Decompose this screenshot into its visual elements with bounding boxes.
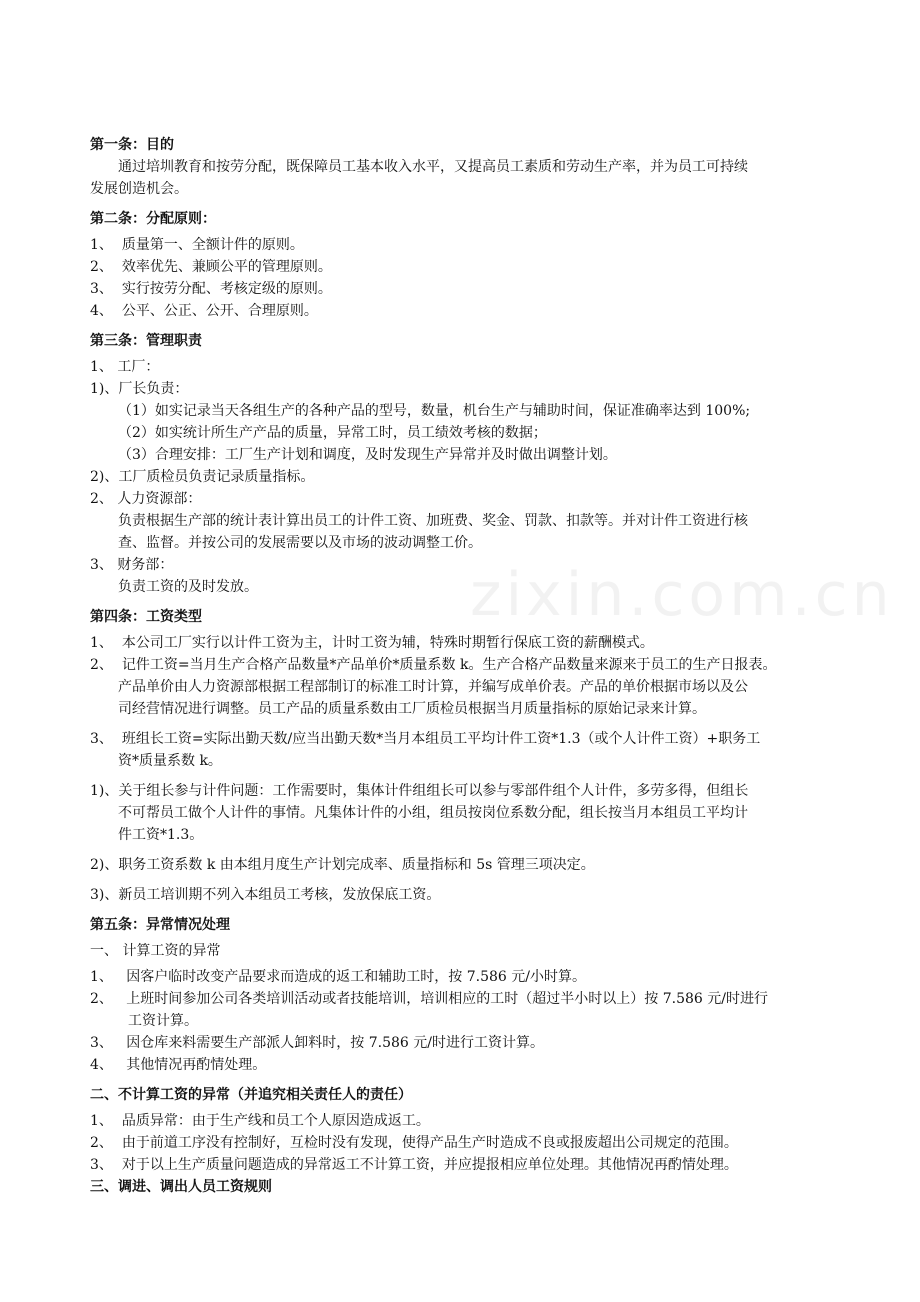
section-3-director: 1)、厂长负责：: [90, 381, 189, 397]
section-5-title: 第五条：异常情况处理: [90, 917, 230, 933]
section-4-item-2-cont-2: 司经营情况进行调整。员工产品的质量系数由工厂质检员根据当月质量指标的原始记录来计算。: [118, 701, 706, 717]
section-3-qc: 2)、工厂质检员负责记录质量指标。: [90, 469, 315, 485]
section-1-paragraph-line-2: 发展创造机会。: [90, 181, 188, 197]
list-item: 4、 公平、公正、公开、合理原则。: [90, 303, 318, 319]
section-4-note-1-cont-1: 不可帮员工做个人计件的事情。凡集体计件的小组，组员按岗位系数分配，组长按当月本组员工平均计: [118, 805, 748, 821]
section-5-a-item-2: 2、 上班时间参加公司各类培训活动或者技能培训，培训相应的工时（超过半小时以上）按 7.586 元/时进行: [90, 991, 768, 1007]
section-4-item-2-cont-1: 产品单价由人力资源部根据工程部制订的标准工时计算，并编写成单价表。产品的单价根据市场以及公: [118, 679, 748, 695]
section-5-a-item-3: 3、 因仓库来料需要生产部派人卸料时，按 7.586 元/时进行工资计算。: [90, 1035, 544, 1051]
section-4-item-3-cont: 资*质量系数 k。: [118, 753, 222, 769]
section-3-title: 第三条：管理职责: [90, 333, 202, 349]
document-page: [90, 134, 862, 1198]
section-3-hr-text-2: 查、监督。并按公司的发展需要以及市场的波动调整工价。: [118, 535, 482, 551]
section-3-factory: 1、 工厂：: [90, 359, 160, 375]
section-4-note-1-cont-2: 件工资*1.3。: [118, 827, 204, 843]
section-4-item-2: 2、 记件工资=当月生产合格产品数量*产品单价*质量系数 k。生产合格产品数量来源来于员工的生产日报表。: [90, 657, 777, 673]
section-5-subheading-2: 二、不计算工资的异常（并追究相关责任人的责任）: [90, 1087, 412, 1103]
section-3-finance: 3、 财务部：: [90, 557, 174, 573]
list-item: 3、 实行按劳分配、考核定级的原则。: [90, 281, 332, 297]
list-item: 1、 质量第一、全额计件的原则。: [90, 237, 304, 253]
section-5-subheading-3: 三、调进、调出人员工资规则: [90, 1179, 272, 1195]
list-item: 2、 效率优先、兼顾公平的管理原则。: [90, 259, 332, 275]
section-3-sub-1: （1）如实记录当天各组生产的各种产品的型号，数量，机台生产与辅助时间，保证准确率达到 100%;: [118, 403, 751, 419]
watermark: zixin.com.cn: [470, 560, 894, 630]
section-5-b-item-3: 3、 对于以上生产质量问题造成的异常返工不计算工资，并应提报相应单位处理。其他情况再酌情处理。: [90, 1157, 738, 1173]
section-3-hr-text-1: 负责根据生产部的统计表计算出员工的计件工资、加班费、奖金、罚款、扣款等。并对计件工资进行核: [118, 513, 748, 529]
section-1-paragraph-line-1: 通过培圳教育和按劳分配，既保障员工基本收入水平，又提高员工素质和劳动生产率，并为员工可持续: [118, 159, 748, 175]
section-5-a-item-1: 1、 因客户临时改变产品要求而造成的返工和辅助工时，按 7.586 元/小时算。: [90, 969, 586, 985]
section-4-item-1: 1、 本公司工厂实行以计件工资为主，计时工资为辅，特殊时期暂行保底工资的薪酬模式。: [90, 635, 654, 651]
section-5-b-item-2: 2、 由于前道工序没有控制好，互检时没有发现，使得产品生产时造成不良或报废超出公司规定的范围。: [90, 1135, 738, 1151]
section-1-title: 第一条：目的: [90, 137, 174, 153]
section-5-a-item-2-cont: 工资计算。: [128, 1013, 198, 1029]
section-3-hr: 2、 人力资源部：: [90, 491, 202, 507]
section-4-title: 第四条：工资类型: [90, 609, 202, 625]
section-4-note-2: 2)、职务工资系数 k 由本组月度生产计划完成率、质量指标和 5s 管理三项决定。: [90, 857, 595, 873]
section-5-b-item-1: 1、 品质异常：由于生产线和员工个人原因造成返工。: [90, 1113, 430, 1129]
section-4-item-3: 3、 班组长工资=实际出勤天数/应当出勤天数*当月本组员工平均计件工资*1.3（或个人计件工资）+职务工: [90, 731, 761, 747]
section-4-note-3: 3)、新员工培训期不列入本组员工考核，发放保底工资。: [90, 887, 441, 903]
section-3-sub-3: （3）合理安排：工厂生产计划和调度，及时发现生产异常并及时做出调整计划。: [118, 447, 617, 463]
section-2-list: [90, 234, 862, 322]
section-3-finance-text: 负责工资的及时发放。: [118, 579, 258, 595]
section-5-subheading-1: 一、 计算工资的异常: [90, 943, 221, 959]
section-5-a-item-4: 4、 其他情况再酌情处理。: [90, 1057, 267, 1073]
section-4-note-1: 1)、关于组长参与计件问题：工作需要时，集体计件组组长可以参与零部件组个人计件，多劳多得，但组长: [90, 783, 749, 799]
section-3-sub-2: （2）如实统计所生产产品的质量，异常工时，员工绩效考核的数据；: [118, 425, 547, 441]
section-2-title: 第二条：分配原则：: [90, 211, 216, 227]
